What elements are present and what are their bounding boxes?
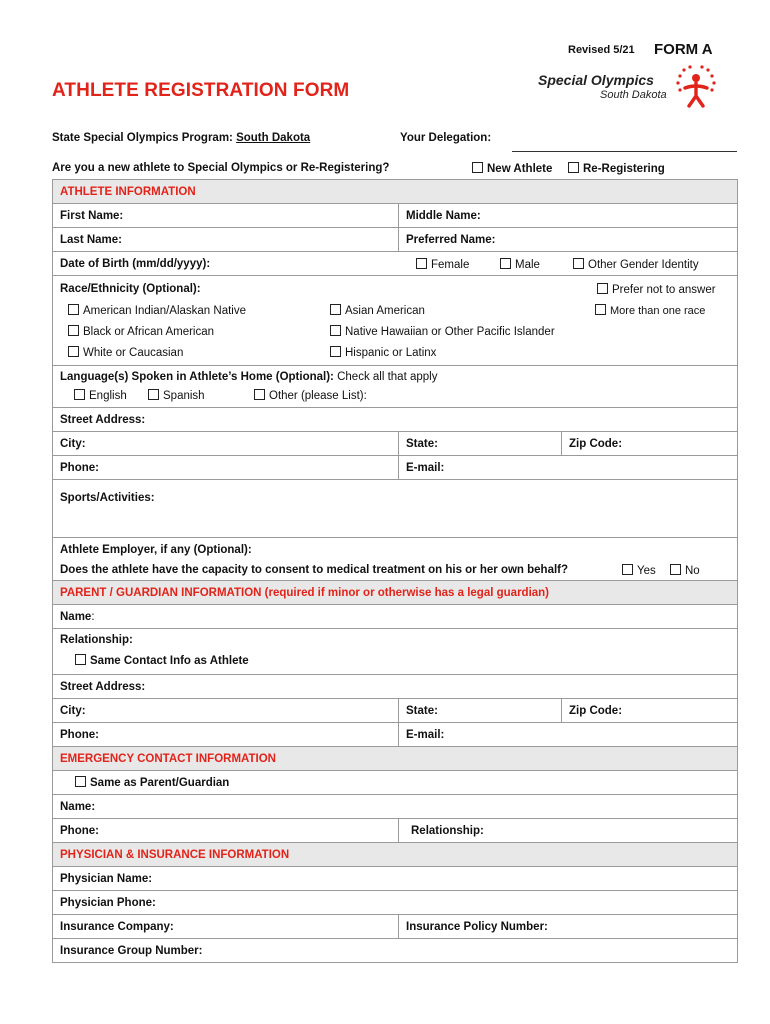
page-title: ATHLETE REGISTRATION FORM	[52, 80, 350, 101]
consent-yes-label: Yes	[637, 565, 656, 577]
program-value: South Dakota	[236, 132, 311, 144]
logo-line1: Special Olympics	[538, 72, 654, 88]
prefer-not-option[interactable]	[597, 283, 716, 296]
hispanic-option[interactable]	[330, 346, 436, 359]
first-name-field[interactable]: First Name:	[53, 204, 399, 228]
black-label: Black or African American	[83, 326, 215, 338]
male-label: Male	[515, 258, 540, 271]
female-label: Female	[431, 258, 470, 271]
delegation-label: Your Delegation:	[400, 132, 492, 144]
guardian-phone-field[interactable]: Phone:	[53, 723, 399, 747]
english-option[interactable]	[74, 389, 127, 402]
other-language-checkbox[interactable]	[254, 389, 265, 400]
form-code: FORM A	[654, 41, 713, 58]
guardian-relationship-field[interactable]: Relationship:	[60, 634, 133, 646]
program-line	[52, 132, 310, 144]
dob-field[interactable]: Date of Birth (mm/dd/yyyy):	[60, 257, 211, 270]
dob-row	[53, 252, 738, 276]
pacific-option[interactable]	[330, 325, 555, 338]
pacific-checkbox[interactable]	[330, 325, 341, 336]
athlete-phone-field[interactable]: Phone:	[53, 456, 399, 480]
more-than-one-checkbox[interactable]	[595, 304, 606, 315]
guardian-city-field[interactable]: City:	[53, 699, 399, 723]
more-than-one-option[interactable]	[595, 304, 705, 317]
emergency-name-field[interactable]: Name:	[53, 795, 738, 819]
pacific-label: Native Hawaiian or Other Pacific Islander	[345, 326, 555, 338]
prefer-not-label: Prefer not to answer	[612, 284, 716, 296]
language-note: Check all that apply	[337, 371, 438, 383]
guardian-name-colon: :	[91, 610, 95, 623]
race-label: Race/Ethnicity (Optional):	[60, 283, 201, 295]
white-option[interactable]	[68, 346, 183, 359]
same-contact-checkbox[interactable]	[75, 654, 86, 665]
language-label: Language(s) Spoken in Athlete’s Home (Optional):	[60, 371, 334, 383]
american-indian-option[interactable]	[68, 304, 246, 317]
same-as-parent-checkbox[interactable]	[75, 776, 86, 787]
athlete-zip-field[interactable]: Zip Code:	[562, 432, 738, 456]
more-than-one-label: More than one race	[610, 305, 706, 317]
athlete-section-header: ATHLETE INFORMATION	[53, 180, 738, 204]
english-checkbox[interactable]	[74, 389, 85, 400]
spanish-checkbox[interactable]	[148, 389, 159, 400]
language-row	[53, 366, 738, 408]
sports-field[interactable]: Sports/Activities:	[53, 480, 738, 538]
other-language-option[interactable]	[254, 389, 367, 402]
hispanic-checkbox[interactable]	[330, 346, 341, 357]
other-gender-option[interactable]	[573, 258, 699, 271]
other-gender-label: Other Gender Identity	[588, 258, 699, 271]
guardian-email-field[interactable]: E-mail:	[399, 723, 738, 747]
race-row	[53, 276, 738, 366]
english-label: English	[89, 390, 127, 402]
guardian-relationship-row	[53, 629, 738, 675]
hispanic-label: Hispanic or Latinx	[345, 347, 437, 359]
program-label: State Special Olympics Program:	[52, 132, 233, 144]
asian-option[interactable]	[330, 304, 425, 317]
athlete-email-field[interactable]: E-mail:	[399, 456, 738, 480]
same-as-parent-option[interactable]	[53, 771, 738, 795]
other-language-label: Other (please List):	[269, 390, 367, 402]
american-indian-checkbox[interactable]	[68, 304, 79, 315]
athlete-emblem-icon	[672, 64, 720, 110]
re-registering-label: Re-Registering	[583, 163, 665, 175]
last-name-field[interactable]: Last Name:	[53, 228, 399, 252]
guardian-section-header: PARENT / GUARDIAN INFORMATION (required if minor or otherwise has a legal guardian)	[53, 581, 738, 605]
other-gender-checkbox[interactable]	[573, 258, 584, 269]
revised-date: Revised 5/21	[568, 44, 635, 56]
middle-name-field[interactable]: Middle Name:	[399, 204, 738, 228]
employer-field[interactable]: Athlete Employer, if any (Optional):	[60, 544, 252, 556]
physician-section-header: PHYSICIAN & INSURANCE INFORMATION	[53, 843, 738, 867]
same-contact-option[interactable]	[60, 654, 730, 667]
same-as-parent-label: Same as Parent/Guardian	[90, 777, 230, 789]
asian-label: Asian American	[345, 305, 425, 317]
group-number-field[interactable]: Insurance Group Number:	[53, 939, 738, 963]
new-athlete-option[interactable]	[472, 162, 552, 175]
athlete-status-question: Are you a new athlete to Special Olympics or Re-Registering?	[52, 162, 390, 174]
spanish-label: Spanish	[163, 390, 205, 402]
male-checkbox[interactable]	[500, 258, 511, 269]
re-registering-checkbox[interactable]	[568, 162, 579, 173]
emergency-relationship-field[interactable]: Relationship:	[399, 819, 738, 843]
male-option[interactable]	[500, 258, 540, 271]
white-checkbox[interactable]	[68, 346, 79, 357]
preferred-name-field[interactable]: Preferred Name:	[399, 228, 738, 252]
asian-checkbox[interactable]	[330, 304, 341, 315]
consent-yes-checkbox[interactable]	[622, 564, 633, 575]
delegation-input[interactable]	[512, 151, 737, 152]
athlete-street-field[interactable]: Street Address:	[53, 408, 738, 432]
consent-no-label: No	[685, 565, 700, 577]
female-checkbox[interactable]	[416, 258, 427, 269]
emergency-phone-field[interactable]: Phone:	[53, 819, 399, 843]
logo-line2: South Dakota	[600, 89, 667, 101]
consent-row	[53, 538, 738, 581]
prefer-not-checkbox[interactable]	[597, 283, 608, 294]
athlete-city-field[interactable]: City:	[53, 432, 399, 456]
emergency-section-header: EMERGENCY CONTACT INFORMATION	[53, 747, 738, 771]
policy-number-field[interactable]: Insurance Policy Number:	[399, 915, 738, 939]
consent-yes-option[interactable]	[622, 564, 656, 577]
insurance-company-field[interactable]: Insurance Company:	[53, 915, 399, 939]
consent-no-checkbox[interactable]	[670, 564, 681, 575]
re-registering-option[interactable]	[568, 162, 665, 175]
black-option[interactable]	[68, 325, 214, 338]
guardian-name-field[interactable]	[53, 605, 738, 629]
spanish-option[interactable]	[148, 389, 205, 402]
consent-no-option[interactable]	[670, 564, 700, 577]
female-option[interactable]	[416, 258, 469, 271]
guardian-zip-field[interactable]: Zip Code:	[562, 699, 738, 723]
american-indian-label: American Indian/Alaskan Native	[83, 305, 246, 317]
guardian-street-field[interactable]: Street Address:	[53, 675, 738, 699]
guardian-name-label: Name	[60, 610, 92, 623]
white-label: White or Caucasian	[83, 347, 184, 359]
new-athlete-checkbox[interactable]	[472, 162, 483, 173]
physician-name-field[interactable]: Physician Name:	[53, 867, 738, 891]
same-contact-label: Same Contact Info as Athlete	[90, 655, 249, 667]
special-olympics-logo	[538, 64, 723, 114]
guardian-state-field[interactable]: State:	[399, 699, 562, 723]
registration-table	[52, 179, 738, 963]
black-checkbox[interactable]	[68, 325, 79, 336]
new-athlete-label: New Athlete	[487, 163, 553, 175]
physician-phone-field[interactable]: Physician Phone:	[53, 891, 738, 915]
athlete-state-field[interactable]: State:	[399, 432, 562, 456]
consent-question: Does the athlete have the capacity to consent to medical treatment on his or her own behalf?	[60, 564, 569, 576]
